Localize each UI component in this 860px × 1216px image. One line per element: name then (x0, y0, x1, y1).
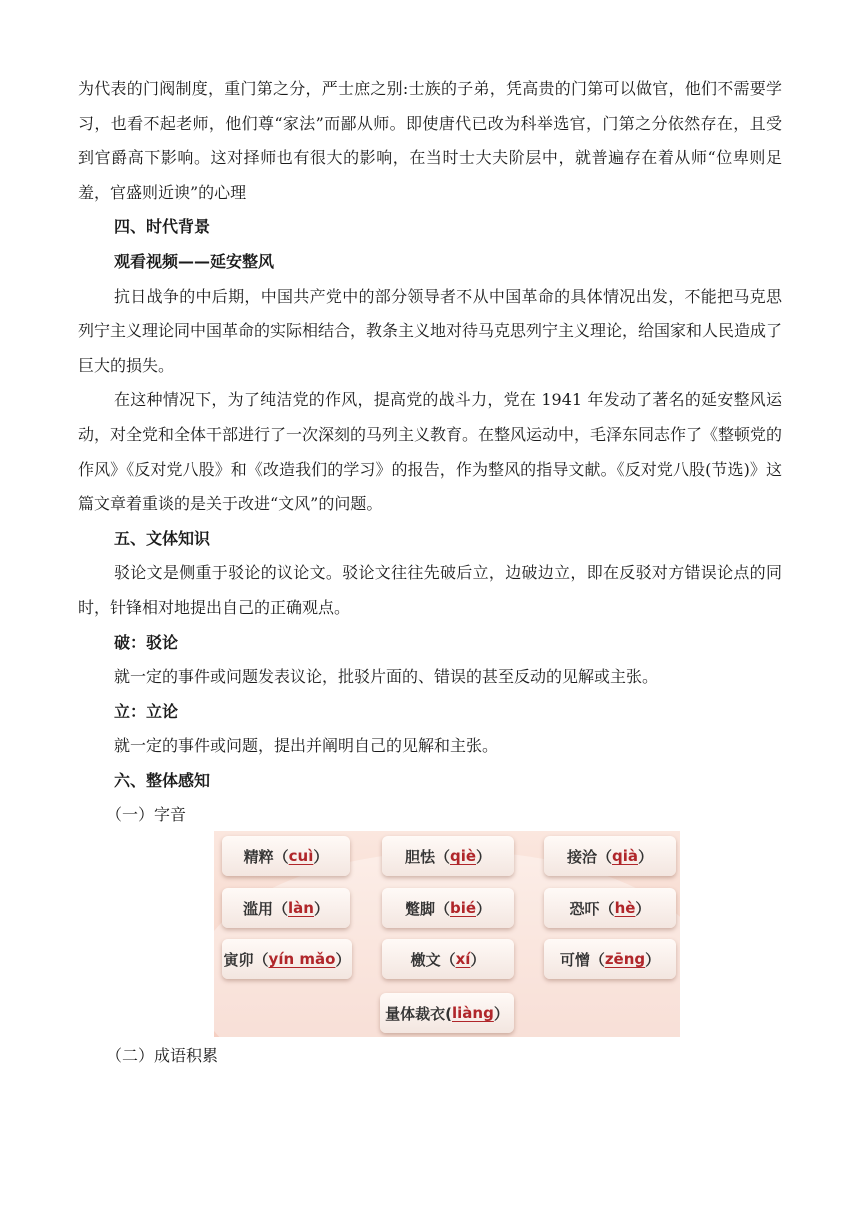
pronunciation-image (214, 831, 680, 1037)
section-heading-background: 四、时代背景 (114, 217, 211, 237)
pinyin-card: 寅卯（ yín mǎo ） (222, 939, 352, 979)
document-body (78, 72, 782, 833)
subsection-pronunciation: （一）字音 (106, 805, 187, 825)
pinyin-card: 精粹（ cuì ） (222, 836, 350, 876)
paragraph-po: 就一定的事件或问题发表议论，批驳片面的、错误的甚至反动的见解或主张。 (114, 667, 659, 687)
paragraph-menfa: 为代表的门阀制度，重门第之分，严士庶之别:士族的子弟，凭高贵的门第可以做官，他们不需要学习，也看不起老师，他们尊“家法”而鄙从师。即使唐代已改为科举选官，门第之分依然存在，且受到官爵高下影响。这对择师也有很大的影响，在当时士大夫阶层中，就普遍存在着从师“位卑则足羞，官盛则近谀”的心理 (78, 79, 782, 202)
subsection-idioms: （二）成语积累 (106, 1046, 219, 1065)
paragraph-li: 就一定的事件或问题，提出并阐明自己的见解和主张。 (114, 736, 499, 756)
paragraph-anti-japanese: 抗日战争的中后期，中国共产党中的部分领导者不从中国革命的具体情况出发，不能把马克思列宁主义理论同中国革命的实际相结合，教条主义地对待马克思列宁主义理论，给国家和人民造成了巨大的损失。 (78, 286, 783, 375)
subheading-li: 立：立论 (114, 701, 179, 721)
pinyin-card: 接洽（ qià ） (544, 836, 676, 876)
video-subheading: 观看视频——延安整风 (114, 251, 275, 271)
pinyin-card: 蹩脚（ bié ） (382, 888, 514, 928)
subheading-po: 破：驳论 (114, 632, 179, 652)
section-heading-overview: 六、整体感知 (114, 770, 211, 790)
pinyin-card: 可憎（ zēng ） (544, 939, 676, 979)
section-heading-genre: 五、文体知识 (114, 528, 211, 548)
pinyin-card: 量体裁衣( liàng ） (380, 993, 514, 1033)
paragraph-refutation-essay: 驳论文是侧重于驳论的议论文。驳论文往往先破后立，边破边立，即在反驳对方错误论点的同时，针锋相对地提出自己的正确观点。 (78, 563, 782, 617)
pinyin-card: 恐吓（ hè ） (544, 888, 676, 928)
pinyin-card: 胆怯（ qiè ） (382, 836, 514, 876)
pinyin-card: 檄文（ xí ） (382, 939, 514, 979)
pinyin-card: 滥用（ làn ） (222, 888, 350, 928)
paragraph-yanan-rectification: 在这种情况下，为了纯洁党的作风，提高党的战斗力，党在 1941 年发动了著名的延安整风运动，对全党和全体干部进行了一次深刻的马列主义教育。在整风运动中，毛泽东同志作了《整顿党的作风》《反对党八股》和《改造我们的学习》的报告，作为整风的指导文献。《反对党八股(节选)》这篇文章着重谈的是关于改进“文风”的问题。 (78, 390, 783, 514)
